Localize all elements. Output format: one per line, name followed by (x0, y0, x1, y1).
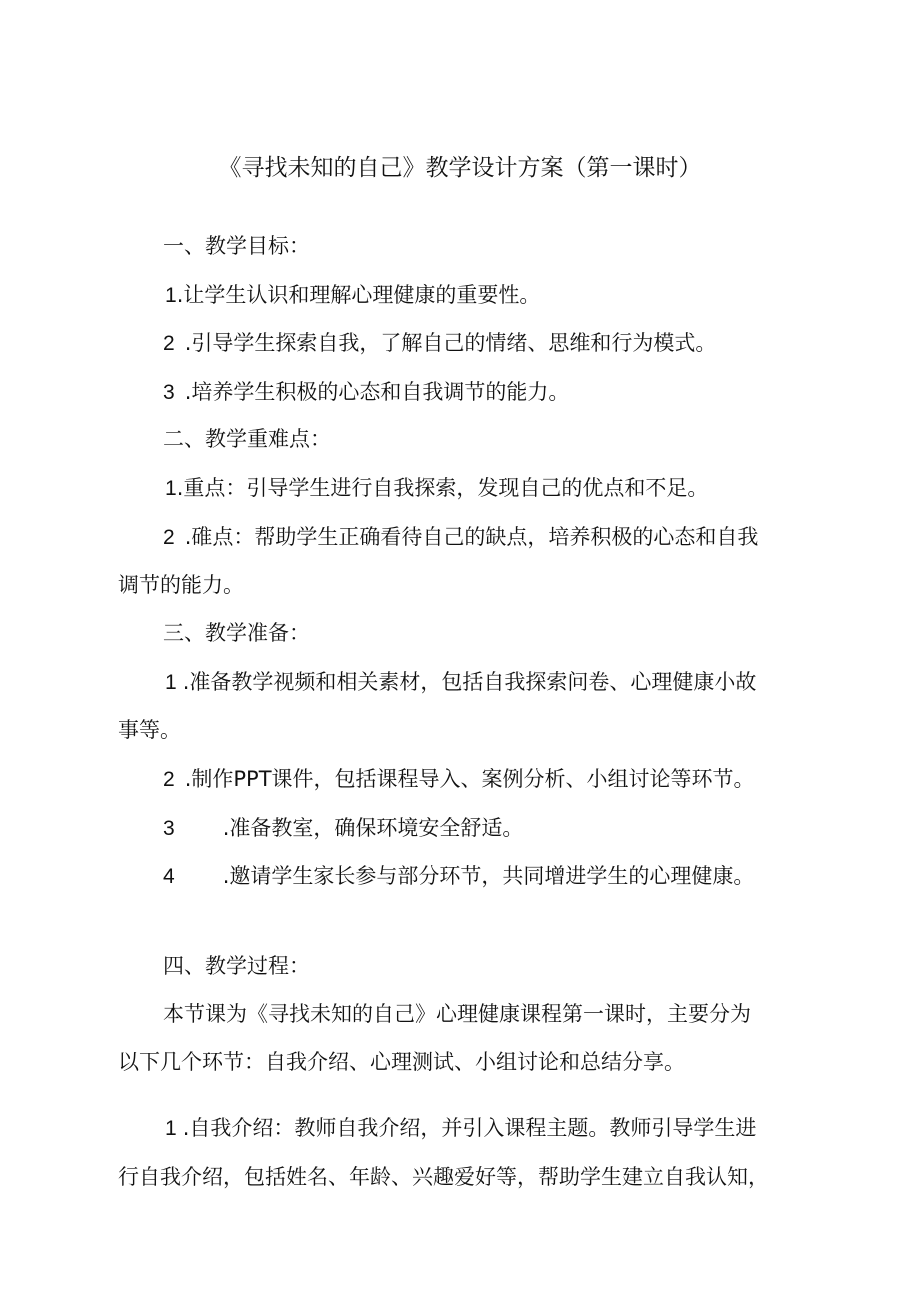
item-number: 2 (163, 768, 175, 791)
section-heading-goals: 一、教学目标： (163, 234, 310, 258)
key-point-item-2 (163, 521, 758, 554)
goal-item-3 (163, 376, 569, 409)
item-text: .制作PPT课件，包括课程导入、案例分析、小组讨论等环节。 (184, 767, 755, 791)
preparation-item-4 (163, 860, 754, 893)
key-point-item-2-continued: 调节的能力。 (118, 573, 244, 597)
item-number: 3 (163, 381, 175, 404)
item-text: .自我介绍：教师自我介绍，并引入课程主题。教师引导学生进 (182, 1116, 757, 1140)
item-text: .培养学生积极的心态和自我调节的能力。 (184, 380, 570, 404)
item-number: 1 (165, 671, 177, 694)
item-number: 4 (163, 865, 175, 888)
item-text: .准备教室，确保环境安全舒适。 (222, 816, 524, 840)
item-text: .邀请学生家长参与部分环节，共同增进学生的心理健康。 (222, 864, 755, 888)
section-heading-preparation: 三、教学准备： (163, 621, 310, 645)
item-text: .让学生认识和理解心理健康的重要性。 (176, 283, 541, 307)
preparation-item-1 (165, 666, 756, 699)
item-number: 1 (165, 284, 177, 307)
process-item-1 (165, 1112, 756, 1145)
item-number: 1 (165, 1117, 177, 1140)
process-intro-line-1: 本节课为《寻找未知的自己》心理健康课程第一课时，主要分为 (163, 1002, 751, 1026)
preparation-item-1-continued: 事等。 (118, 718, 181, 742)
document-title: 《寻找未知的自己》教学设计方案（第一课时） (218, 155, 702, 181)
key-point-item-1 (165, 472, 708, 505)
preparation-item-2 (163, 763, 755, 796)
item-text: .碓点：帮助学生正确看待自己的缺点，培养积极的心态和自我 (184, 525, 759, 549)
item-number: 2 (163, 332, 175, 355)
process-item-1-continued: 行自我介绍，包括姓名、年龄、兴趣爱好等，帮助学生建立自我认知， (118, 1165, 769, 1189)
goal-item-1 (165, 279, 540, 312)
process-intro-line-2: 以下几个环节：自我介绍、心理测试、小组讨论和总结分享。 (118, 1050, 685, 1074)
item-number: 2 (163, 526, 175, 549)
item-text: .准备教学视频和相关素材，包括自我探索问卷、心理健康小故 (182, 670, 757, 694)
section-heading-key-points: 二、教学重难点： (163, 427, 331, 451)
preparation-item-3 (163, 812, 523, 845)
item-number: 3 (163, 817, 175, 840)
section-heading-process: 四、教学过程： (163, 954, 310, 978)
item-text: .重点：引导学生进行自我探索，发现自己的优点和不足。 (176, 476, 709, 500)
goal-item-2 (163, 327, 716, 360)
item-text: .引导学生探索自我，了解自己的情绪、思维和行为模式。 (184, 331, 717, 355)
item-number: 1 (165, 477, 177, 500)
